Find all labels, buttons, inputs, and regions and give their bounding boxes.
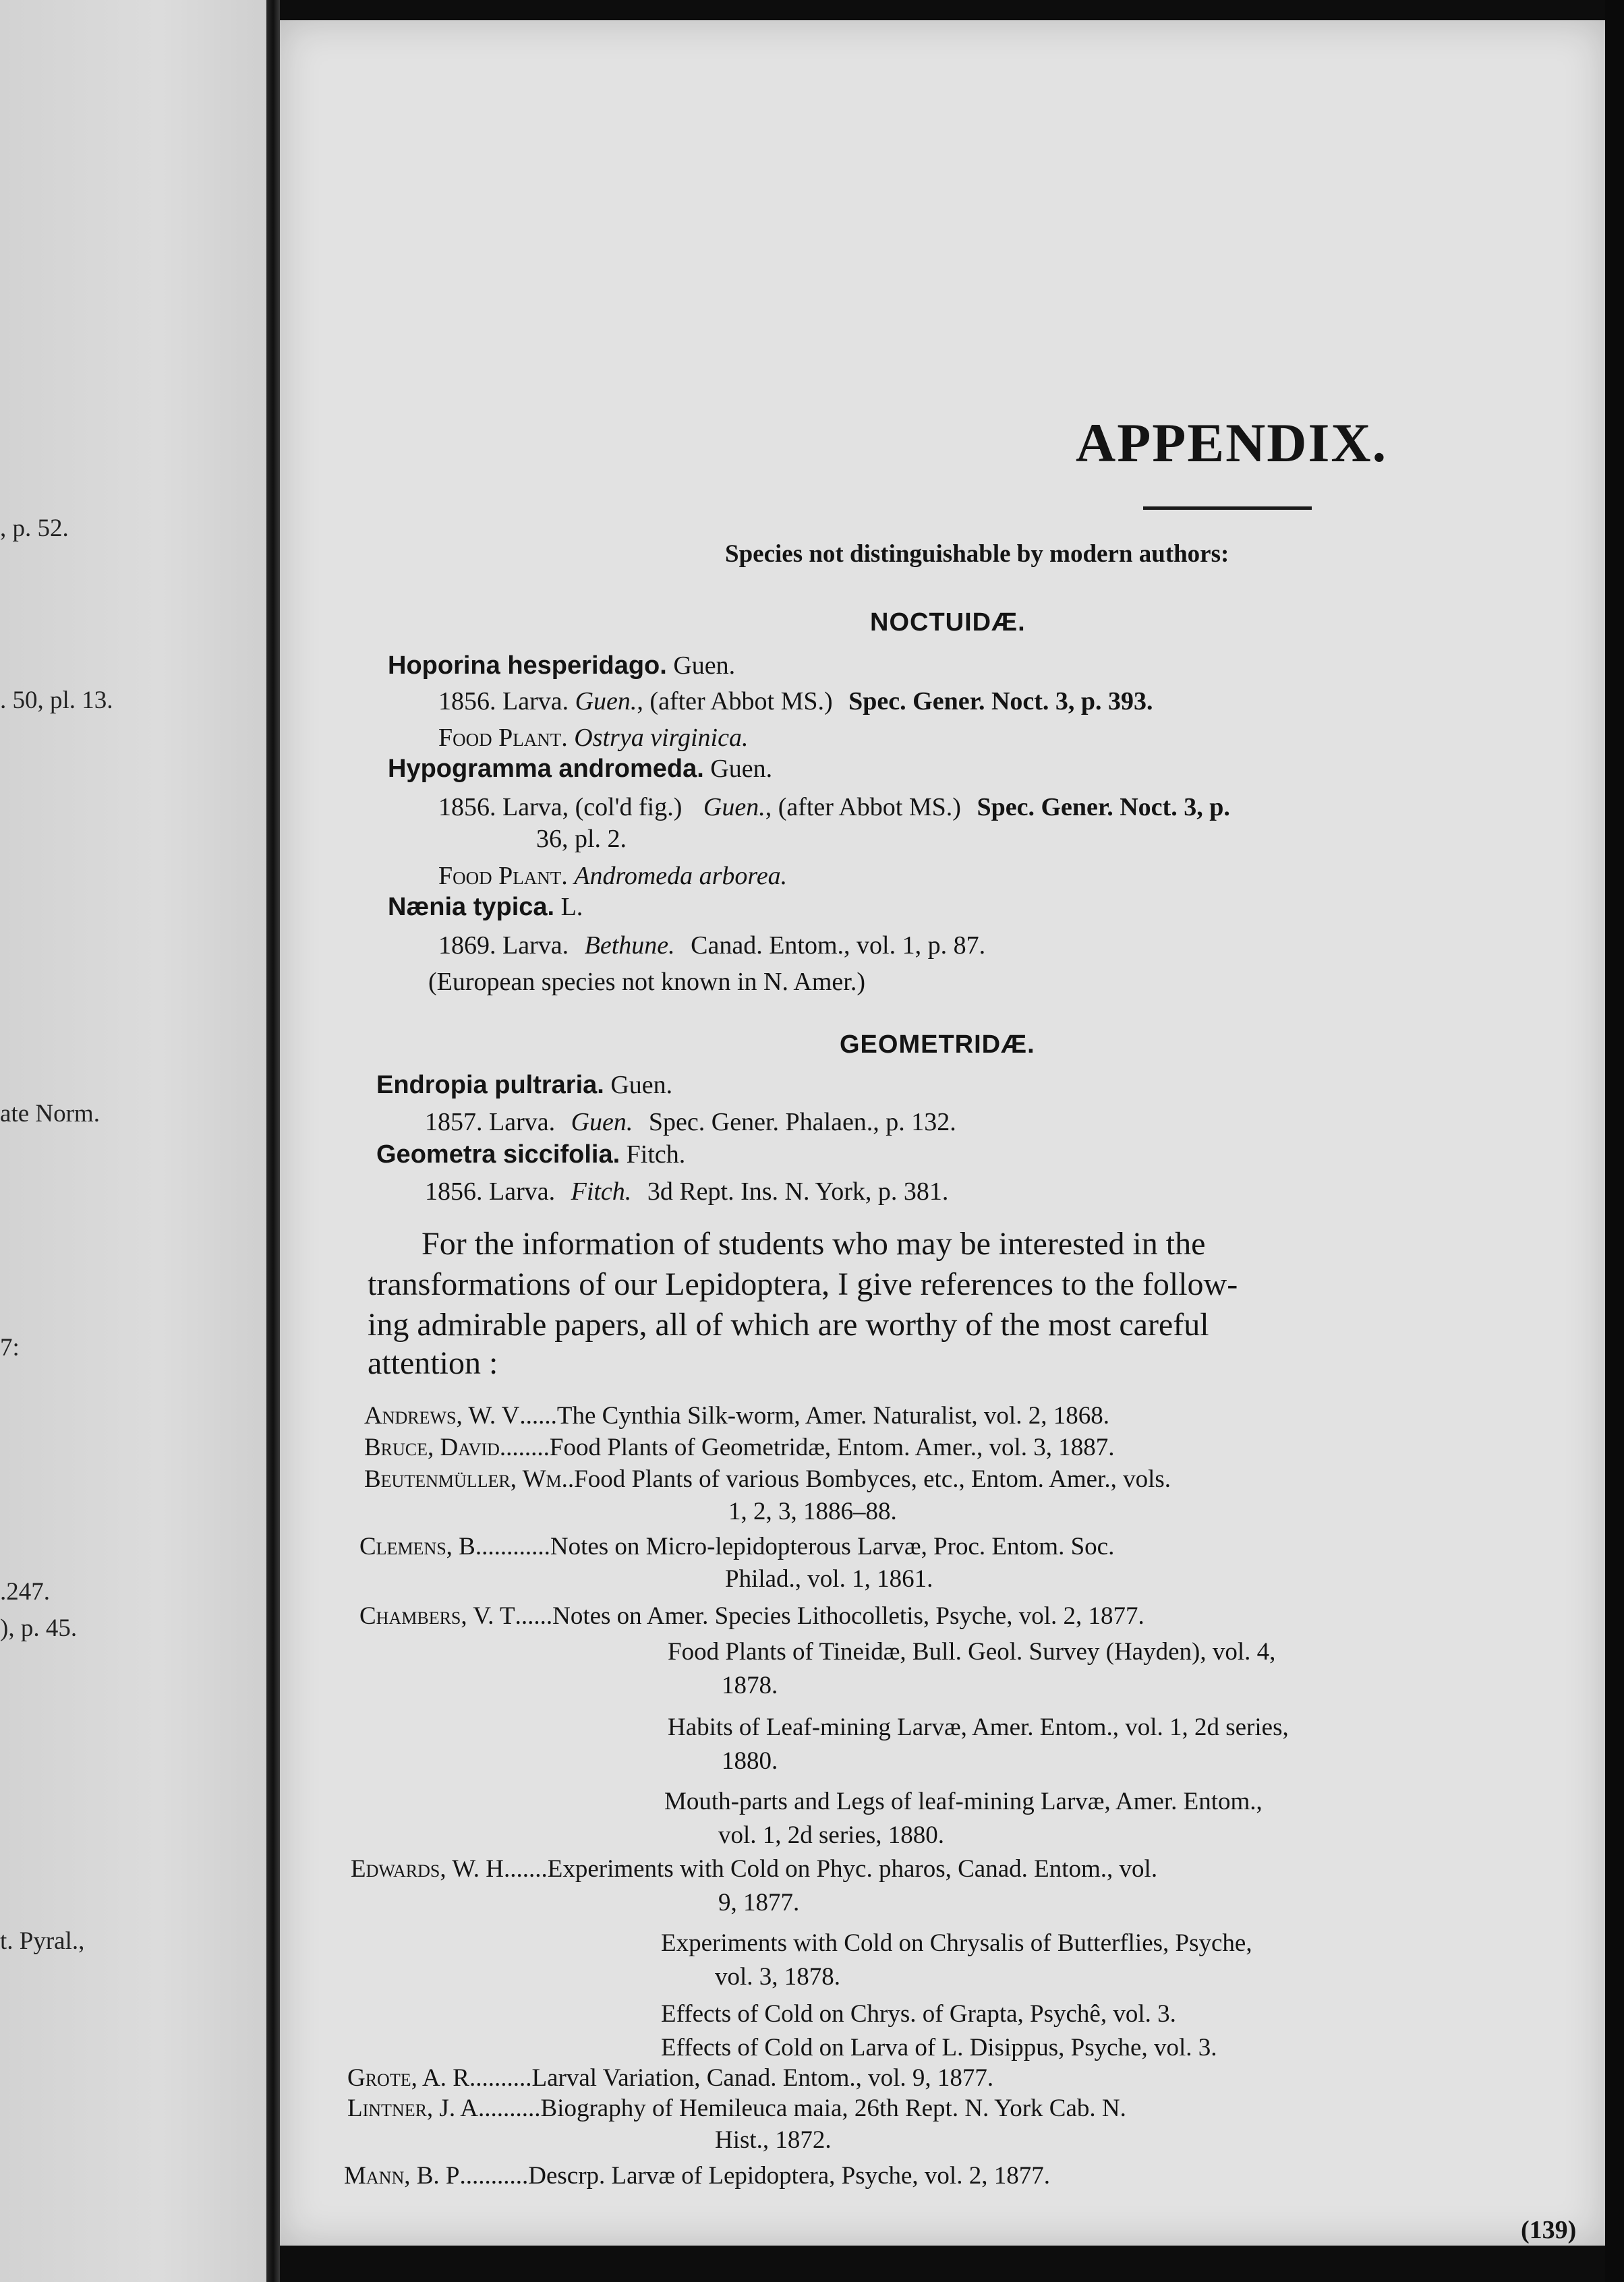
food-plant-line	[438, 861, 787, 891]
reference-continued: 1880.	[722, 1747, 778, 1775]
larva-author: Guen.	[703, 793, 765, 821]
margin-fragment: ate Norm.	[0, 1100, 100, 1128]
larva-publication: Canad. Entom., vol. 1, p. 87.	[691, 931, 986, 960]
reference-author: Lintner, J. A	[347, 2095, 478, 2122]
larva-reference	[438, 792, 1230, 822]
species-entry	[376, 1140, 685, 1169]
reference-author: Mann, B. P	[344, 2162, 460, 2190]
species-entry	[376, 1070, 672, 1100]
reference-author: Chambers, V. T	[359, 1602, 515, 1630]
reference-entry	[364, 1465, 1171, 1494]
larva-year: 1856. Larva.	[438, 687, 569, 715]
reference-entry	[364, 1433, 1115, 1462]
reference-entry: Effects of Cold on Chrys. of Grapta, Psychê, vol. 3.	[661, 2000, 1176, 2028]
page-number: (139)	[1521, 2216, 1577, 2244]
reference-continued: 1878.	[722, 1672, 778, 1699]
reference-author: Grote, A. R	[347, 2064, 469, 2092]
larva-source-note: , (after Abbot MS.)	[765, 793, 961, 821]
paragraph-line: attention :	[368, 1345, 498, 1381]
dot-leader: ......	[515, 1602, 553, 1630]
species-name: Geometra siccifolia.	[376, 1140, 620, 1169]
food-plant-name: Andromeda arborea.	[574, 862, 788, 890]
family-heading-noctuidae: NOCTUIDÆ.	[870, 608, 1026, 637]
dot-leader: ...........	[459, 2162, 529, 2190]
reference-author: Andrews, W. V	[364, 1402, 520, 1430]
species-author: Guen.	[710, 755, 773, 783]
larva-publication: Spec. Gener. Phalaen., p. 132.	[648, 1108, 956, 1136]
reference-continued: 1, 2, 3, 1886–88.	[728, 1498, 897, 1525]
reference-entry	[359, 1602, 1144, 1631]
food-plant-line	[438, 723, 748, 753]
reference-author: Beutenmüller, Wm	[364, 1465, 562, 1493]
larva-author: Fitch.	[571, 1177, 632, 1206]
reference-entry: Mouth-parts and Legs of leaf-mining Larvæ, Amer. Entom.,	[664, 1788, 1263, 1815]
reference-entry	[347, 2094, 1126, 2123]
larva-year: 1856. Larva.	[425, 1177, 556, 1206]
species-author: Guen.	[673, 651, 736, 680]
species-name: Nænia typica.	[388, 893, 555, 921]
reference-entry	[351, 1854, 1157, 1883]
larva-publication: Spec. Gener. Noct. 3, p. 393.	[848, 687, 1153, 715]
reference-continued: 9, 1877.	[718, 1889, 800, 1917]
paragraph-line: For the information of students who may be interested in the	[422, 1226, 1206, 1262]
larva-reference	[425, 1177, 948, 1206]
species-note: (European species not known in N. Amer.)	[428, 968, 865, 996]
larva-reference	[438, 931, 985, 960]
larva-year: 1869. Larva.	[438, 931, 569, 960]
dot-leader: ..........	[478, 2095, 541, 2122]
reference-title: Food Plants of Geometridæ, Entom. Amer., vol. 3, 1887.	[549, 1434, 1115, 1461]
margin-fragment: .247.	[0, 1578, 50, 1606]
reference-title: Larval Variation, Canad. Entom., vol. 9, 1877.	[531, 2064, 994, 2092]
larva-author: Guen.	[571, 1108, 633, 1136]
scan-edge	[1605, 0, 1624, 2282]
reference-entry: Food Plants of Tineidæ, Bull. Geol. Survey (Hayden), vol. 4,	[668, 1638, 1276, 1666]
dot-leader: ......	[519, 1402, 557, 1430]
reference-entry: Habits of Leaf-mining Larvæ, Amer. Entom., vol. 1, 2d series,	[668, 1714, 1289, 1741]
larva-reference-continued: 36, pl. 2.	[536, 825, 627, 853]
species-name: Endropia pultraria.	[376, 1071, 604, 1099]
left-facing-page	[0, 0, 266, 2282]
species-author: L.	[560, 893, 583, 921]
reference-title: Food Plants of various Bombyces, etc., Entom. Amer., vols.	[574, 1465, 1171, 1493]
reference-continued: vol. 3, 1878.	[715, 1963, 841, 1991]
book-gutter	[266, 0, 280, 2282]
larva-reference	[438, 686, 1153, 716]
species-name: Hypogramma andromeda.	[388, 755, 704, 783]
food-plant-name: Ostrya virginica.	[574, 724, 749, 752]
food-plant-label: Food Plant.	[438, 724, 568, 752]
family-heading-geometridae: GEOMETRIDÆ.	[840, 1030, 1035, 1059]
dot-leader: .......	[503, 1855, 548, 1883]
paragraph-line: transformations of our Lepidoptera, I give references to the follow-	[368, 1266, 1238, 1302]
appendix-page	[280, 20, 1605, 2246]
margin-fragment: 7:	[0, 1334, 20, 1362]
margin-fragment: , p. 52.	[0, 515, 69, 542]
reference-author: Clemens, B	[359, 1533, 475, 1560]
species-author: Guen.	[610, 1071, 673, 1099]
title-rule	[1143, 506, 1312, 510]
margin-fragment: . 50, pl. 13.	[0, 686, 113, 714]
reference-entry	[364, 1401, 1109, 1430]
intro-line: Species not distinguishable by modern authors:	[725, 540, 1229, 568]
larva-source-note: , (after Abbot MS.)	[637, 687, 833, 715]
species-entry	[388, 651, 735, 680]
margin-fragment: t. Pyral.,	[0, 1927, 85, 1955]
species-name: Hoporina hesperidago.	[388, 651, 667, 680]
reference-title: Descrp. Larvæ of Lepidoptera, Psyche, vol. 2, 1877.	[528, 2162, 1050, 2190]
food-plant-label: Food Plant.	[438, 862, 568, 890]
larva-publication: Spec. Gener. Noct. 3, p.	[977, 793, 1230, 821]
larva-publication: 3d Rept. Ins. N. York, p. 381.	[647, 1177, 949, 1206]
reference-continued: Philad., vol. 1, 1861.	[725, 1565, 933, 1593]
reference-author: Edwards, W. H	[351, 1855, 504, 1883]
species-entry	[388, 754, 772, 784]
reference-entry	[359, 1532, 1114, 1561]
larva-author: Guen.	[575, 687, 637, 715]
reference-entry: Effects of Cold on Larva of L. Disippus, Psyche, vol. 3.	[661, 2034, 1217, 2061]
reference-entry	[347, 2064, 993, 2093]
dot-leader: ............	[475, 1533, 550, 1560]
reference-continued: vol. 1, 2d series, 1880.	[718, 1821, 945, 1849]
reference-title: Notes on Amer. Species Lithocolletis, Psyche, vol. 2, 1877.	[552, 1602, 1144, 1630]
larva-author: Bethune.	[584, 931, 675, 960]
species-author: Fitch.	[626, 1140, 686, 1169]
dot-leader: ..	[561, 1465, 575, 1493]
margin-fragment: ), p. 45.	[0, 1614, 78, 1642]
reference-entry: Experiments with Cold on Chrysalis of Butterflies, Psyche,	[661, 1929, 1252, 1957]
larva-reference	[425, 1107, 956, 1137]
larva-year: 1857. Larva.	[425, 1108, 556, 1136]
reference-author: Bruce, David	[364, 1434, 500, 1461]
species-entry	[388, 892, 583, 922]
reference-title: The Cynthia Silk-worm, Amer. Naturalist, vol. 2, 1868.	[556, 1402, 1109, 1430]
page-title: APPENDIX.	[1076, 412, 1388, 473]
reference-title: Biography of Hemileuca maia, 26th Rept. N. York Cab. N.	[540, 2095, 1126, 2122]
reference-title: Notes on Micro-lepidopterous Larvæ, Proc. Entom. Soc.	[550, 1533, 1115, 1560]
paragraph-line: ing admirable papers, all of which are worthy of the most careful	[368, 1307, 1209, 1343]
reference-entry	[344, 2161, 1050, 2190]
reference-title: Experiments with Cold on Phyc. pharos, Canad. Entom., vol.	[547, 1855, 1158, 1883]
dot-leader: ........	[499, 1434, 550, 1461]
dot-leader: ..........	[469, 2064, 532, 2092]
reference-continued: Hist., 1872.	[715, 2126, 832, 2154]
larva-year: 1856. Larva, (col'd fig.)	[438, 793, 683, 821]
